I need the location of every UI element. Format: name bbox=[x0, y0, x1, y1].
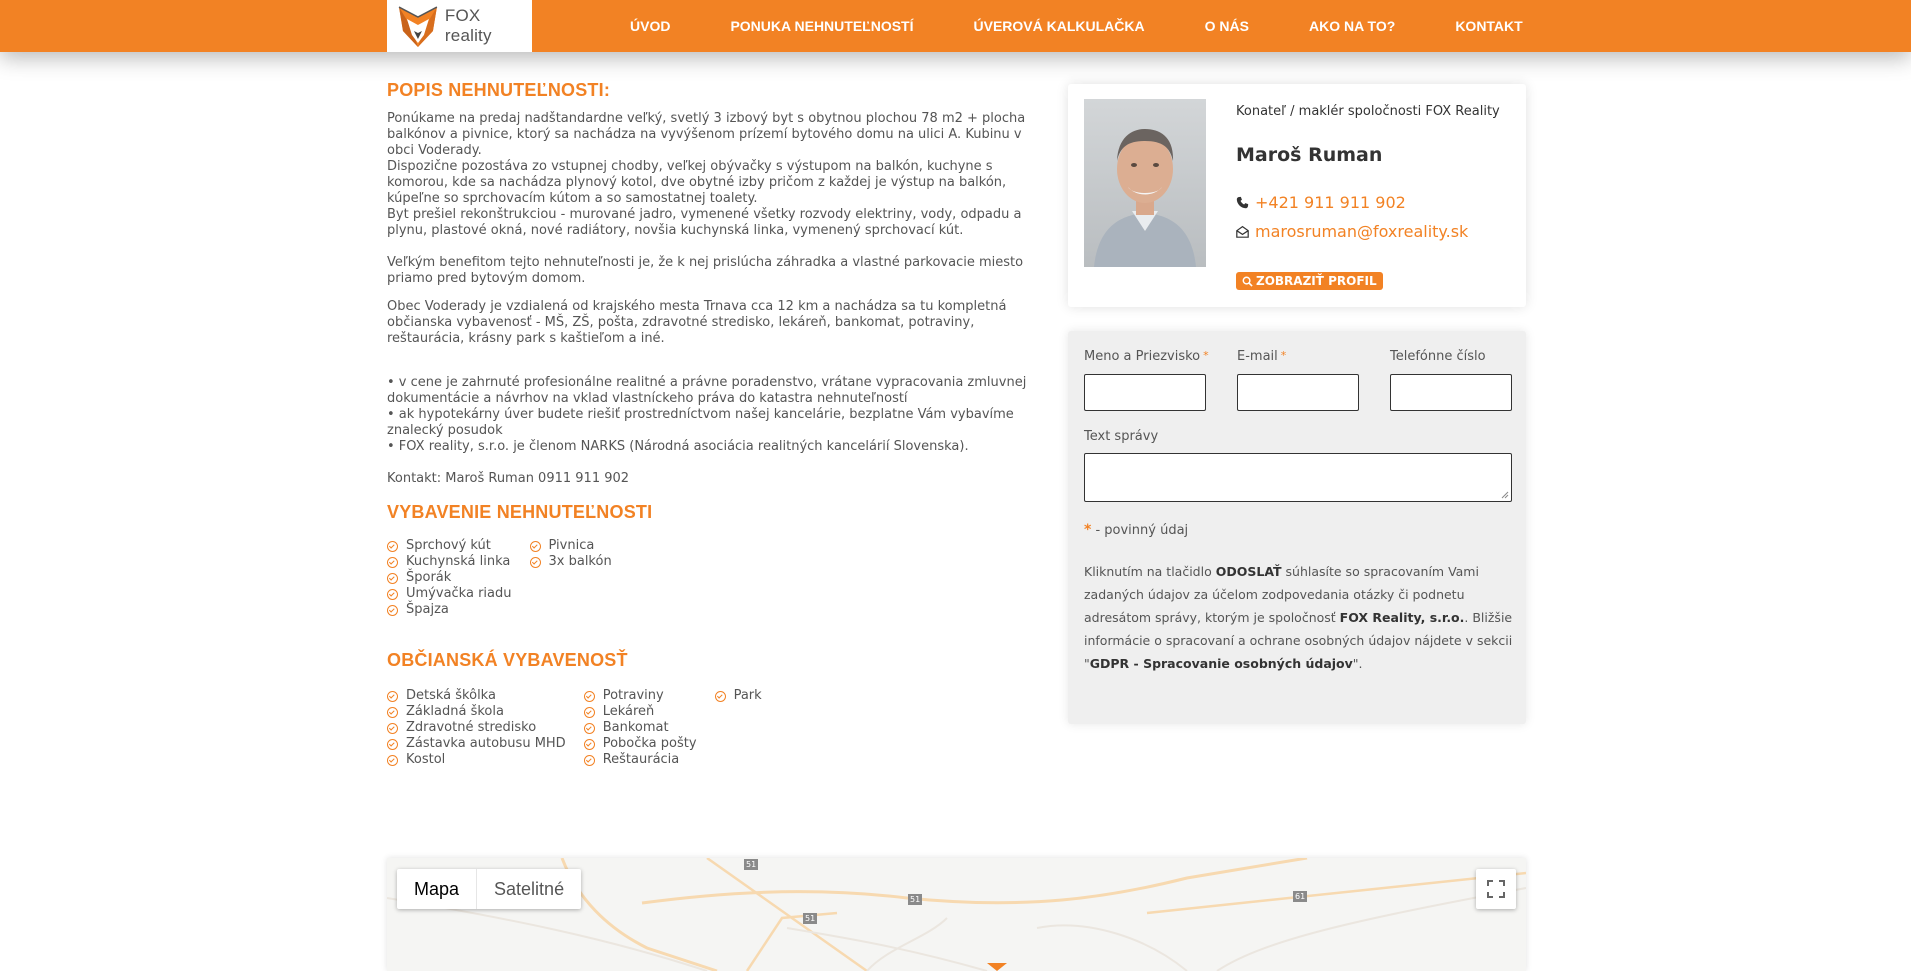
list-item: Park bbox=[715, 688, 762, 704]
map-type-map-button[interactable]: Mapa bbox=[414, 878, 460, 899]
check-circle-icon bbox=[387, 573, 398, 584]
check-circle-icon bbox=[387, 723, 398, 734]
nav-ponuka[interactable]: PONUKA NEHNUTEĽNOSTÍ bbox=[730, 18, 914, 34]
fullscreen-icon bbox=[1487, 880, 1505, 898]
check-circle-icon bbox=[387, 541, 398, 552]
list-item: Lekáreň bbox=[584, 704, 697, 720]
list-item: Zdravotné stredisko bbox=[387, 720, 566, 736]
check-circle-icon bbox=[530, 557, 541, 568]
desc-line: Ponúkame na predaj nadštandardne veľký, svetlý 3 izbový byt s obytnou plochou 78 m2 + plocha bbox=[387, 111, 1026, 126]
desc-line: • ak hypotekárny úver budete riešiť prostredníctvom našej kancelárie, bezplatne Vám vybavíme bbox=[387, 407, 1014, 422]
header-bar bbox=[0, 0, 1911, 52]
desc-line: • FOX reality, s.r.o. je členom NARKS (Národná asociácia realitných kancelárií Slovenska). bbox=[387, 439, 969, 454]
email-label: E-mail * bbox=[1237, 349, 1287, 364]
nav-o-nas[interactable]: O NÁS bbox=[1204, 18, 1249, 34]
desc-line: dokumentácie a návrhov na vklad vlastníckeho práva do katastra nehnuteľností bbox=[387, 391, 908, 406]
agent-phone-link[interactable]: +421 911 911 902 bbox=[1236, 193, 1406, 212]
check-circle-icon bbox=[387, 605, 398, 616]
civic-title: OBČIANSKÁ VYBAVENOSŤ bbox=[387, 650, 628, 670]
fox-logo-icon bbox=[397, 3, 439, 49]
contact-form bbox=[1068, 331, 1526, 724]
equipment-title: VYBAVENIE NEHNUTEĽNOSTI bbox=[387, 502, 653, 522]
list-item: Kostol bbox=[387, 752, 566, 768]
agent-name: Maroš Ruman bbox=[1236, 144, 1383, 166]
list-item: Kuchynská linka bbox=[387, 554, 512, 570]
gdpr-link[interactable]: GDPR - Spracovanie osobných údajov bbox=[1089, 656, 1353, 671]
phone-label: Telefónne číslo bbox=[1390, 349, 1486, 364]
list-item: Sprchový kút bbox=[387, 538, 512, 554]
search-icon bbox=[1242, 276, 1253, 287]
desc-line: Obec Voderady je vzdialená od krajského mesta Trnava cca 12 km a nachádza sa tu kompletná bbox=[387, 299, 1007, 314]
logo-text: FOX reality bbox=[444, 6, 492, 45]
check-circle-icon bbox=[387, 691, 398, 702]
check-circle-icon bbox=[584, 707, 595, 718]
desc-line: balkónov a pivnice, ktorý sa nachádza na vyvýšenom prízemí bytového domu na ulici A. Kubinu v bbox=[387, 127, 1022, 142]
property-details bbox=[387, 82, 1027, 768]
nav-uvod[interactable]: ÚVOD bbox=[630, 18, 671, 34]
logo[interactable] bbox=[387, 0, 532, 52]
agent-role: Konateľ / maklér spoločnosti FOX Reality bbox=[1236, 104, 1500, 119]
road-label: 51 bbox=[910, 895, 921, 904]
nav-kalkulacka[interactable]: ÚVEROVÁ KALKULAČKA bbox=[973, 18, 1145, 34]
message-label: Text správy bbox=[1084, 429, 1159, 444]
check-circle-icon bbox=[387, 707, 398, 718]
road-label: 61 bbox=[1295, 892, 1306, 901]
check-circle-icon bbox=[387, 557, 398, 568]
check-circle-icon bbox=[387, 739, 398, 750]
agent-card bbox=[1068, 84, 1526, 307]
desc-line: Veľkým benefitom tejto nehnuteľnosti je, že k nej prislúcha záhradka a vlastné parkovacie miesto bbox=[387, 255, 1024, 270]
phone-icon bbox=[1236, 196, 1249, 209]
desc-line: znalecký posudok bbox=[387, 423, 503, 438]
contact-line: Kontakt: Maroš Ruman 0911 911 902 bbox=[387, 471, 630, 486]
required-legend: * - povinný údaj bbox=[1084, 522, 1189, 538]
check-circle-icon bbox=[584, 755, 595, 766]
main-nav bbox=[600, 0, 1523, 52]
road-label: 51 bbox=[805, 914, 816, 923]
desc-line: plynu, plastové okná, nové radiátory, novšia kuchynská linka, vymenený sprchovací kút. bbox=[387, 223, 964, 238]
desc-line: reštaurácia, krásny park s kaštieľom a iné. bbox=[387, 331, 665, 346]
show-profile-button[interactable]: ZOBRAZIŤ PROFIL bbox=[1236, 272, 1383, 290]
check-circle-icon bbox=[530, 541, 541, 552]
road-label: 51 bbox=[746, 860, 757, 869]
desc-line: • v cene je zahrnuté profesionálne realitné a právne poradenstvo, vrátane vypracovania zmluvnej bbox=[387, 375, 1027, 390]
desc-line: komorou, kde sa nachádza plynový kotol, dve obytné izby pričom z každej je výstup na balkón, bbox=[387, 175, 1007, 190]
nav-ako-na-to[interactable]: AKO NA TO? bbox=[1308, 18, 1396, 34]
message-textarea[interactable] bbox=[1084, 453, 1512, 502]
name-input[interactable] bbox=[1084, 374, 1206, 411]
gdpr-consent-text: Kliknutím na tlačidlo ODOSLAŤ súhlasíte so spracovaním Vami zadaných údajov za účelom zodpovedania otázky či podnetu adresátom správy, ktorým je spoločnosť FOX Reality, s.r.o.. Bližšie informácie o spracovaní a ochrane osobných údajov nájdete v sekcii "GDPR - Spracovanie osobných údajov". bbox=[1084, 564, 1513, 671]
list-item: Špajza bbox=[387, 602, 512, 618]
desc-line: priamo pred bytovým domom. bbox=[387, 271, 586, 286]
nav-kontakt[interactable]: KONTAKT bbox=[1455, 18, 1523, 34]
desc-line: Dispozične pozostáva zo vstupnej chodby, veľkej obývačky s výstupom na balkón, kuchyne s bbox=[387, 159, 993, 174]
list-item: Pivnica bbox=[530, 538, 612, 554]
envelope-open-icon bbox=[1236, 225, 1249, 238]
resize-handle-icon bbox=[1501, 491, 1509, 499]
map[interactable] bbox=[387, 858, 1526, 971]
list-item: Bankomat bbox=[584, 720, 697, 736]
list-item: Umývačka riadu bbox=[387, 586, 512, 602]
description-title: POPIS NEHNUTEĽNOSTI: bbox=[387, 80, 611, 100]
check-circle-icon bbox=[584, 691, 595, 702]
list-item: Zástavka autobusu MHD bbox=[387, 736, 566, 752]
check-circle-icon bbox=[584, 723, 595, 734]
desc-line: kúpeľne so sprchovacím kútom a so samostatnej toalety. bbox=[387, 191, 758, 206]
email-input[interactable] bbox=[1237, 374, 1359, 411]
name-label: Meno a Priezvisko * bbox=[1084, 349, 1209, 364]
check-circle-icon bbox=[715, 691, 726, 702]
map-type-satellite-button[interactable]: Satelitné bbox=[476, 869, 581, 909]
list-item: Potraviny bbox=[584, 688, 697, 704]
check-circle-icon bbox=[387, 589, 398, 600]
desc-line: Byt prešiel rekonštrukciou - murované jadro, vymenené všetky rozvody elektriny, vody, odpadu a bbox=[387, 207, 1022, 222]
list-item: Detská škôlka bbox=[387, 688, 566, 704]
list-item: Reštaurácia bbox=[584, 752, 697, 768]
civic-list bbox=[387, 688, 1027, 768]
map-type-control bbox=[397, 869, 581, 909]
agent-email-link[interactable]: marosruman@foxreality.sk bbox=[1236, 222, 1468, 241]
agent-photo bbox=[1084, 99, 1206, 267]
fullscreen-button[interactable] bbox=[1476, 869, 1516, 909]
list-item: 3x balkón bbox=[530, 554, 612, 570]
desc-line: obci Voderady. bbox=[387, 143, 482, 158]
check-circle-icon bbox=[584, 739, 595, 750]
phone-input[interactable] bbox=[1390, 374, 1512, 411]
desc-line: občianska vybavenosť - MŠ, ZŠ, pošta, zdravotné stredisko, lekáreň, bankomat, potraviny, bbox=[387, 315, 975, 330]
list-item: Základná škola bbox=[387, 704, 566, 720]
description-text bbox=[387, 111, 1027, 487]
list-item: Pobočka pošty bbox=[584, 736, 697, 752]
check-circle-icon bbox=[387, 755, 398, 766]
equipment-list bbox=[387, 538, 1027, 618]
list-item: Šporák bbox=[387, 570, 512, 586]
